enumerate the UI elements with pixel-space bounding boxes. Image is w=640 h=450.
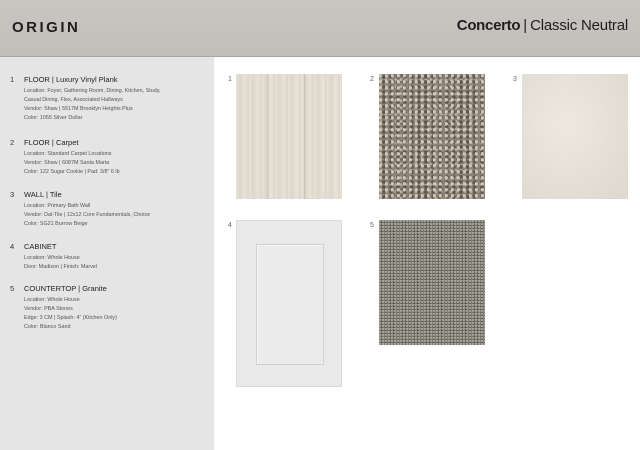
spec-title: FLOOR | Carpet [24,138,79,147]
spec-detail: Location: Foyer, Gathering Room, Dining, Kitchen, Study, [24,88,161,94]
spec-detail: Casual Dining, Flex, Associated Hallways [24,97,123,103]
swatch-cabinet-door [236,220,342,387]
swatch-number: 3 [513,76,517,83]
spec-item-countertop [10,284,210,332]
collection-title [457,17,628,34]
swatch-number: 5 [370,222,374,229]
swatch-number: 4 [228,222,232,229]
swatch-luxury-vinyl-plank [236,74,342,199]
spec-detail: Color: 1055 Silver Dollar [24,115,83,121]
spec-number: 1 [10,75,15,84]
spec-detail: Vendor: PBA Stones [24,306,73,312]
spec-detail: Vendor: Shaw | 6087M Santa Marta [24,160,110,166]
swatch-number: 1 [228,76,232,83]
spec-detail: Location: Whole House [24,255,80,261]
spec-title: CABINET [24,242,57,251]
swatch-carpet [379,74,485,199]
spec-detail: Location: Primary Bath Wall [24,203,91,209]
spec-item-cabinet [10,242,210,272]
spec-title: COUNTERTOP | Granite [24,284,107,293]
spec-item-floor-carpet [10,138,210,177]
spec-detail: Vendor: Shaw | 5517M Brooklyn Heights Plus [24,106,133,112]
header-bar [0,0,640,57]
spec-item-wall-tile [10,190,210,229]
spec-item-floor-lvp [10,75,210,123]
spec-detail: Vendor: Dal-Tile | 12x12 Core Fundamentals, Choice [24,212,151,218]
spec-sidebar [0,57,214,450]
spec-detail: Color: SG21 Burrow Beige [24,221,88,227]
swatch-wall-tile [522,74,628,199]
spec-detail: Location: Whole House [24,297,80,303]
spec-number: 4 [10,242,15,251]
spec-number: 5 [10,284,15,293]
spec-title: WALL | Tile [24,190,62,199]
spec-detail: Edge: 3 CM | Splash: 4" (Kitchen Only) [24,315,117,321]
spec-number: 2 [10,138,15,147]
cabinet-door-panel [256,244,324,365]
spec-detail: Color: Blanco Sand [24,324,71,330]
spec-detail: Location: Standard Carpet Locations [24,151,112,157]
spec-detail: Door: Madison | Finish: Marvel [24,264,97,270]
title-separator: | [523,17,528,34]
brand-logo: ORIGIN [12,19,81,36]
spec-detail: Color: 122 Sugar Cookie | Pad: 3/8" 6 lb [24,169,120,175]
spec-number: 3 [10,190,15,199]
collection-name: Concerto [456,17,521,34]
swatch-number: 2 [370,76,374,83]
swatch-granite-countertop [379,220,485,345]
color-scheme-name: Classic Neutral [530,17,628,34]
spec-title: FLOOR | Luxury Vinyl Plank [24,75,118,84]
